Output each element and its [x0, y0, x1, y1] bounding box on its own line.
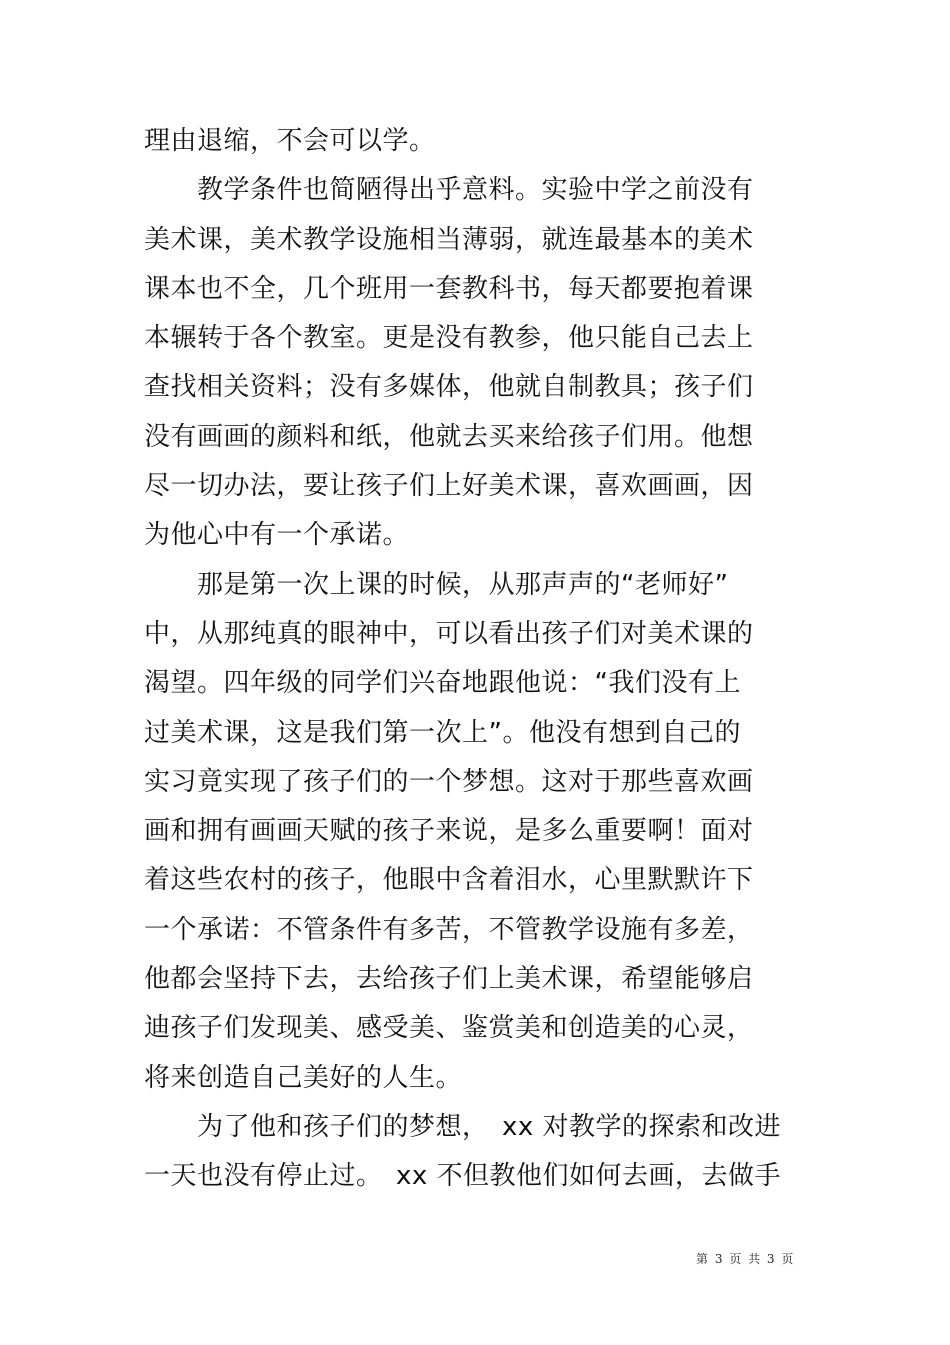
text-line: 他都会坚持下去，去给孩子们上美术课，希望能够启	[144, 964, 754, 995]
text-line: 中，从那纯真的眼神中，可以看出孩子们对美术课的	[144, 618, 754, 649]
text-line: 理由退缩，不会可以学。	[144, 126, 436, 156]
text-line: 画和拥有画画天赋的孩子来说，是多么重要啊！面对	[144, 816, 754, 847]
text-line: 一个承诺：不管条件有多苦，不管教学设施有多差，	[144, 914, 754, 945]
text-line: 迪孩子们发现美、感受美、鉴赏美和创造美的心灵，	[144, 1013, 754, 1044]
text-line: 美术课，美术教学设施相当薄弱，就连最基本的美术	[144, 224, 754, 255]
text-line: 本辗转于各个教室。更是没有教参，他只能自己去上	[144, 323, 754, 354]
text-line: 着这些农村的孩子，他眼中含着泪水，心里默默许下	[144, 865, 754, 896]
page-number-footer: 第 3 页 共 3 页	[696, 1252, 794, 1266]
text-line: 实习竟实现了孩子们的一个梦想。这对于那些喜欢画	[144, 766, 754, 797]
body-text	[144, 117, 824, 1202]
text-line: 为了他和孩子们的梦想， xx 对教学的探索和改进	[144, 1111, 782, 1142]
text-line: 将来创造自己美好的人生。	[144, 1062, 463, 1093]
text-line: 为他心中有一个承诺。	[144, 520, 410, 551]
text-line: 那是第一次上课的时候，从那声声的“老师好”	[144, 569, 729, 600]
text-line: 没有画画的颜料和纸，他就去买来给孩子们用。他想	[144, 421, 754, 452]
text-line: 查找相关资料；没有多媒体，他就自制教具；孩子们	[144, 372, 754, 403]
text-line: 尽一切办法，要让孩子们上好美术课，喜欢画画，因	[144, 471, 754, 502]
text-line: 教学条件也简陋得出乎意料。实验中学之前没有	[144, 175, 754, 206]
text-line: 渴望。四年级的同学们兴奋地跟他说：“我们没有上	[144, 668, 741, 699]
text-line: 课本也不全，几个班用一套教科书，每天都要抱着课	[144, 273, 754, 304]
text-line: 一天也没有停止过。 xx 不但教他们如何去画，去做手	[144, 1161, 782, 1192]
text-line: 过美术课，这是我们第一次上”。他没有想到自己的	[144, 717, 741, 748]
